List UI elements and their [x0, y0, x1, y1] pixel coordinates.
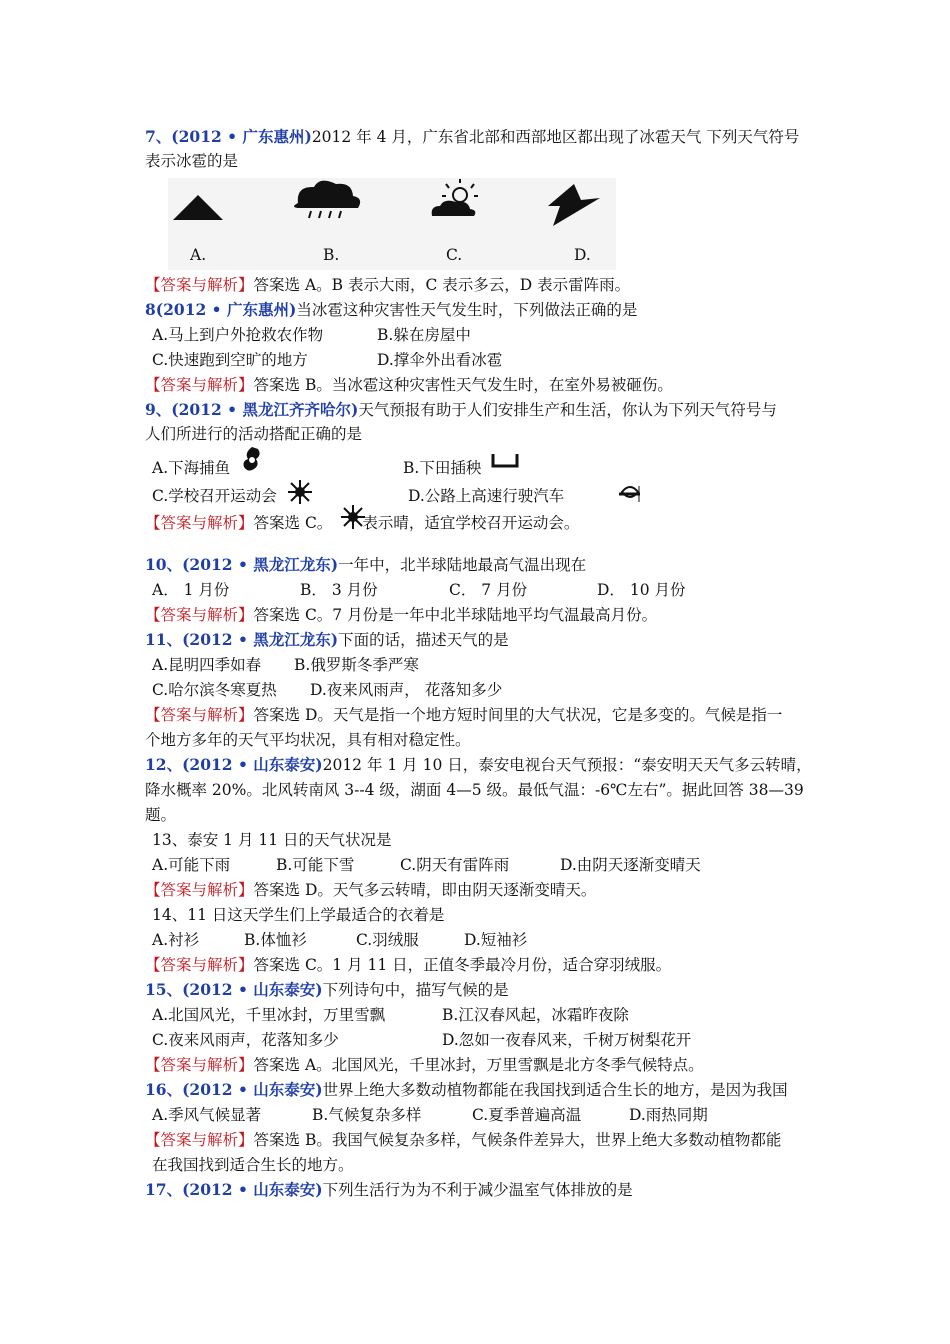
q8-stem [145, 299, 637, 321]
q17-number: 17、 [145, 1180, 183, 1199]
q8-number: 8 [145, 300, 156, 319]
q8-answer [145, 374, 673, 396]
q10-option-b: B． 3 月份 [300, 581, 378, 599]
q8-option-c: C.快速跑到空旷的地方 [152, 351, 308, 369]
q17-stem [145, 1179, 633, 1201]
q11-option-c: C.哈尔滨冬寒夏热 [152, 681, 277, 699]
q8-options-row1 [152, 324, 471, 346]
drought-icon [490, 452, 520, 470]
sunny-icon [287, 479, 313, 505]
q10-answer-text: 答案选 C。7 月份是一年中北半球陆地平均气温最高月份。 [253, 606, 658, 624]
q15-options-row2 [152, 1029, 691, 1051]
q10-source: (2012 • 黑龙江龙东) [182, 555, 339, 574]
q11-options-row1 [152, 654, 419, 676]
sunny-icon-answer [340, 504, 366, 530]
q15-answer-text: 答案选 A。北国风光，千里冰封，万里雪飘是北方冬季气候特点。 [253, 1056, 704, 1074]
hail-triangle-icon [173, 195, 223, 220]
q9-option-d: D.公路上高速行驶汽车 [408, 487, 565, 505]
q9-answer-tag: 【答案与解析】 [145, 514, 254, 532]
q14-answer-tag: 【答案与解析】 [145, 956, 254, 974]
q16-answer-text: 答案选 B。我国气候复杂多样，气候条件差异大，世界上绝大多数动植物都能 [253, 1131, 782, 1149]
q15-option-d: D.忽如一夜春风来，千树万树梨花开 [442, 1031, 692, 1049]
q7-label-d: D. [574, 246, 591, 264]
q9-option-a: A.下海捕鱼 [152, 459, 231, 477]
q8-source: (2012 • 广东惠州) [155, 300, 297, 319]
q7-label-a: A. [190, 246, 207, 264]
q17-source: (2012 • 山东泰安) [182, 1180, 323, 1199]
q16-text: 世界上绝大多数动植物都能在我国找到适合生长的地方，是因为我国 [322, 1081, 788, 1099]
q7-text: 2012 年 4 月，广东省北部和西部地区都出现了冰雹天气 下列天气符号 [311, 128, 800, 146]
q11-answer-tag: 【答案与解析】 [145, 706, 254, 724]
q8-answer-tag: 【答案与解析】 [145, 376, 254, 394]
q14-answer-text: 答案选 C。1 月 11 日，正值冬季最冷月份，适合穿羽绒服。 [253, 956, 672, 974]
q8-option-b: B.躲在房屋中 [377, 326, 471, 344]
heavy-rain-cloud-icon [294, 181, 360, 218]
q13-option-c: C.阴天有雷阵雨 [400, 856, 510, 874]
q9-option-c: C.学校召开运动会 [152, 487, 277, 505]
q16-answer-tag: 【答案与解析】 [145, 1131, 254, 1149]
q7-number: 7、 [145, 127, 172, 146]
q15-text: 下列诗句中，描写气候的是 [322, 981, 509, 999]
q11-number: 11、 [145, 630, 183, 649]
q7-stem-line2: 表示冰雹的是 [145, 152, 239, 170]
q13-answer [145, 879, 596, 901]
q15-number: 15、 [145, 980, 183, 999]
q12-number: 12、 [145, 755, 183, 774]
q14-option-b: B.体恤衫 [244, 931, 307, 949]
thunder-lightning-icon [548, 184, 600, 226]
q11-answer-line1 [145, 704, 782, 726]
q13-option-d: D.由阴天逐渐变晴天 [560, 856, 701, 874]
q13-option-b: B.可能下雪 [276, 856, 355, 874]
q10-option-c: C． 7 月份 [449, 581, 528, 599]
q7-answer [145, 274, 630, 296]
q16-answer-line2: 在我国找到适合生长的地方。 [152, 1156, 354, 1174]
q13-option-a: A.可能下雨 [152, 856, 231, 874]
q11-source: (2012 • 黑龙江龙东) [182, 630, 339, 649]
q16-source: (2012 • 山东泰安) [182, 1080, 323, 1099]
q11-option-b: B.俄罗斯冬季严寒 [294, 656, 419, 674]
q11-option-a: A.昆明四季如春 [152, 656, 262, 674]
q14-stem: 14、11 日这天学生们上学最适合的衣着是 [152, 906, 445, 924]
q10-answer [145, 604, 657, 626]
q7-answer-tag: 【答案与解析】 [145, 276, 254, 294]
q11-answer-text: 答案选 D。天气是指一个地方短时间里的大气状况，它是多变的。气候是指一 [253, 706, 783, 724]
q10-options [152, 579, 686, 601]
q10-option-a: A． 1 月份 [152, 581, 230, 599]
q7-symbols [168, 178, 616, 270]
q15-answer [145, 1054, 704, 1076]
q12-text: 2012 年 1 月 10 日，泰安电视台天气预报：“泰安明天天气多云转晴， [322, 756, 812, 774]
q10-stem [145, 554, 586, 576]
q15-option-b: B.江汉春风起，冰霜昨夜除 [442, 1006, 629, 1024]
q7-label-b: B. [323, 246, 340, 264]
q16-option-a: A.季风气候显著 [152, 1106, 262, 1124]
q16-option-c: C.夏季普遍高温 [472, 1106, 582, 1124]
q9-stem-line1 [145, 399, 777, 421]
q12-source: (2012 • 山东泰安) [182, 755, 323, 774]
q8-option-d: D.撑伞外出看冰雹 [377, 351, 503, 369]
q16-number: 16、 [145, 1080, 183, 1099]
q10-text: 一年中，北半球陆地最高气温出现在 [338, 556, 587, 574]
q14-answer [145, 954, 671, 976]
q7-label-c: C. [446, 246, 463, 264]
q9-text: 天气预报有助于人们安排生产和生活，你认为下列天气符号与 [358, 401, 777, 419]
q9-source: (2012 • 黑龙江齐齐哈尔) [171, 400, 359, 419]
q10-answer-tag: 【答案与解析】 [145, 606, 254, 624]
q13-answer-text: 答案选 D。天气多云转晴，即由阴天逐渐变晴天。 [253, 881, 597, 899]
q7-symbol-panel [168, 178, 616, 270]
q14-option-a: A.衬衫 [152, 931, 200, 949]
q11-option-d: D.夜来风雨声， 花落知多少 [310, 681, 503, 699]
q13-answer-tag: 【答案与解析】 [145, 881, 254, 899]
q10-number: 10、 [145, 555, 183, 574]
q11-answer-line2: 个地方多年的天气平均状况，具有相对稳定性。 [145, 731, 471, 749]
partly-cloudy-icon [432, 179, 478, 216]
q9-number: 9、 [145, 400, 172, 419]
q16-option-d: D.雨热同期 [629, 1106, 708, 1124]
q8-text: 当冰雹这种灾害性天气发生时，下列做法正确的是 [296, 301, 638, 319]
q15-answer-tag: 【答案与解析】 [145, 1056, 254, 1074]
q15-options-row1 [152, 1004, 629, 1026]
q7-source: (2012 • 广东惠州) [171, 127, 312, 146]
q8-answer-text: 答案选 B。当冰雹这种灾害性天气发生时，在室外易被砸伤。 [253, 376, 673, 394]
typhoon-icon [240, 445, 264, 475]
q7-stem-line1 [145, 126, 799, 148]
q8-options-row2 [152, 349, 502, 371]
q11-stem [145, 629, 509, 651]
q15-stem [145, 979, 509, 1001]
q12-stem-line2: 降水概率 20%。北风转南风 3--4 级，湖面 4—5 级。最低气温：-6℃左右”。据此回答 38—39 [145, 781, 804, 799]
q10-option-d: D． 10 月份 [597, 581, 686, 599]
q9-answer-text-pre: 答案选 C。 [253, 514, 333, 532]
q15-option-c: C.夜来风雨声，花落知多少 [152, 1031, 339, 1049]
q14-option-c: C.羽绒服 [356, 931, 419, 949]
q16-answer-line1 [145, 1129, 781, 1151]
q16-options [152, 1104, 708, 1126]
q7-answer-text: 答案选 A。B 表示大雨，C 表示多云，D 表示雷阵雨。 [253, 276, 631, 294]
q16-stem [145, 1079, 788, 1101]
q15-option-a: A.北国风光，千里冰封，万里雪飘 [152, 1006, 386, 1024]
q13-options [152, 854, 701, 876]
q12-stem-line1 [145, 754, 812, 776]
q17-text: 下列生活行为为不利于减少温室气体排放的是 [322, 1181, 633, 1199]
q8-option-a: A.马上到户外抢救农作物 [152, 326, 324, 344]
q16-option-b: B.气候复杂多样 [312, 1106, 422, 1124]
q11-text: 下面的话，描述天气的是 [338, 631, 509, 649]
q13-stem: 13、泰安 1 月 11 日的天气状况是 [152, 831, 392, 849]
q9-answer-text-post: 表示晴，适宜学校召开运动会。 [362, 514, 580, 532]
fog-icon [618, 482, 642, 506]
q12-stem-line3: 题。 [145, 806, 177, 824]
q14-option-d: D.短袖衫 [464, 931, 528, 949]
q9-stem-line2: 人们所进行的活动搭配正确的是 [145, 425, 363, 443]
q11-options-row2 [152, 679, 502, 701]
q9-option-b: B.下田插秧 [403, 459, 482, 477]
q14-options [152, 929, 527, 951]
q15-source: (2012 • 山东泰安) [182, 980, 323, 999]
